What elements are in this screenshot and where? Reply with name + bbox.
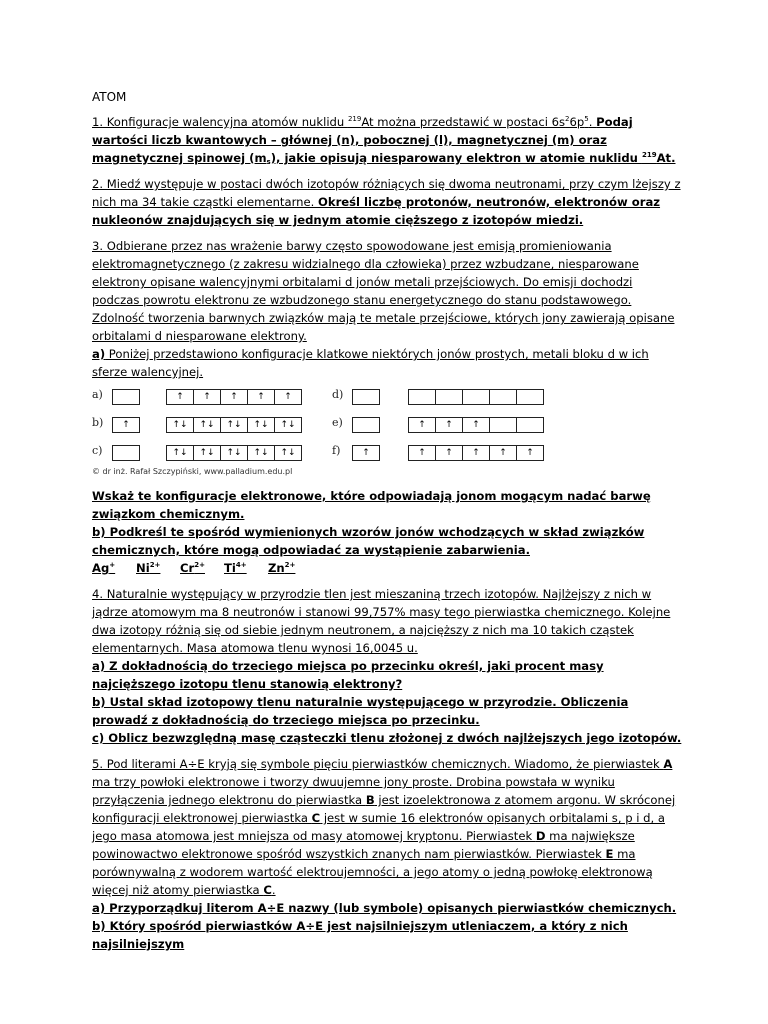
document-title: ATOM: [92, 90, 127, 104]
question-5-intro: 5. Pod literami A÷E kryją się symbole pięciu pierwiastków chemicznych. Wiadomo, że pierwiastek A ma trzy powłoki elektronowe i tworzy dwuujemne jony proste. Drobina powstała w wyniku przyłączenia jednego elektronu do pierwiastka B jest izoelektronowa z atomem argonu. W skróconej konfiguracji elektronowej pierwiastka C jest w sumie 16 elektronów opisanych orbitalami s, p i d, a jego masa atomowa jest mniejsza od masy atomowej kryptonu. Pierwiastek D ma największe powinowactwo elektronowe spośród wszystkich znanych nam pierwiastków. Pierwiastek E ma porównywalną z wodorem wartość elektroujemności, a jego atomy o jedną powłokę elektronową więcej niż atomy pierwiastka C.: [92, 757, 676, 897]
ion-formula: $Cr^{2+}$: [180, 561, 205, 575]
orbital-box: ↑: [408, 445, 436, 461]
orbital-box: ↑: [220, 389, 248, 405]
orbital-box: [408, 389, 436, 405]
orbital-box: ↑: [247, 389, 275, 405]
orbital-box: ↑↓: [166, 417, 194, 433]
orbital-box: ↑: [408, 417, 436, 433]
question-4a: a) Z dokładnością do trzeciego miejsca po przecinku określ, jaki procent masy najcięższego izotopu tlenu stanowią elektrony?: [92, 659, 604, 691]
orbital-box: [112, 389, 140, 405]
question-4b: b) Ustal skład izotopowy tlenu naturalnie występującego w przyrodzie. Obliczenia prowadź z dokładnością do trzeciego miejsca po przecinku.: [92, 695, 629, 727]
orbital-box: ↑↓: [193, 417, 221, 433]
orbital-box: [462, 389, 490, 405]
question-3-intro: 3. Odbierane przez nas wrażenie barwy często spowodowane jest emisją promieniowania elektromagnetycznego (z zakresu widzialnego dla człowieka) przez wzbudzane, niesparowane elektrony opisane walencyjnymi orbitalami d jonów metali przejściowych. Do emisji dochodzi podczas powrotu elektronu ze wzbudzonego stanu energetycznego do stanu podstawowego. Zdolność tworzenia barwnych związków mają te metale przejściowe, których jony zawierają opisane orbitalami d niesparowane elektrony.: [92, 239, 675, 343]
d-orbital-boxes: [408, 417, 544, 433]
orbital-box: ↑: [274, 389, 302, 405]
question-4-intro: 4. Naturalnie występujący w przyrodzie tlen jest mieszaniną trzech izotopów. Najlżejszy z nich w jądrze atomowym ma 8 neutronów i stanowi 99,757% masy tego pierwiastka chemicznego. Kolejne dwa izotopy różnią się od siebie jednym neutronem, a najcięższy z nich ma 10 takich cząstek elementarnych. Masa atomowa tlenu wynosi 16,0045 u.: [92, 587, 671, 655]
orbital-box: ↑↓: [247, 445, 275, 461]
orbital-box: ↑: [516, 445, 544, 461]
orbital-box: [352, 417, 380, 433]
ion-formula: $Ti^{4+}$: [224, 561, 247, 575]
configuration-label: a): [92, 388, 103, 401]
s-orbital-box: [112, 389, 140, 405]
orbital-box: [516, 417, 544, 433]
configuration-label: b): [92, 416, 104, 429]
question-5b: b) Który spośród pierwiastków A÷E jest najsilniejszym utleniaczem, a który z nich najsilniejszym: [92, 919, 628, 951]
orbital-box: ↑↓: [220, 445, 248, 461]
orbital-box: ↑: [112, 417, 140, 433]
s-orbital-box: [352, 445, 380, 461]
orbital-box: ↑↓: [166, 445, 194, 461]
question-3a: a) Poniżej przedstawiono konfiguracje klatkowe niektórych jonów prostych, metali bloku d w ich sferze walencyjnej.: [92, 347, 649, 379]
orbital-box: [489, 417, 517, 433]
orbital-box: ↑: [193, 389, 221, 405]
orbital-box: ↑: [489, 445, 517, 461]
orbital-box: [352, 389, 380, 405]
s-orbital-box: [352, 389, 380, 405]
orbital-box: ↑↓: [220, 417, 248, 433]
question-3-task: Wskaż te konfiguracje elektronowe, które odpowiadają jonom mogącym nadać barwę związkom chemicznym.: [92, 489, 651, 521]
orbital-box: ↑: [435, 445, 463, 461]
ion-list: [92, 559, 682, 577]
configuration-label: f): [332, 444, 341, 457]
figure-credit: © dr inż. Rafał Szczypiński, www.palladium.edu.pl: [92, 467, 293, 476]
orbital-box: ↑: [462, 417, 490, 433]
configuration-label: e): [332, 416, 343, 429]
question-3b: b) Podkreśl te spośród wymienionych wzorów jonów wchodzących w skład związków chemicznych, które mogą odpowiadać za wystąpienie zabarwienia.: [92, 525, 645, 557]
orbital-box: ↑: [352, 445, 380, 461]
question-4c: c) Oblicz bezwzględną masę cząsteczki tlenu złożonej z dwóch najlżejszych jego izotopów.: [92, 731, 682, 745]
orbital-box: ↑↓: [274, 417, 302, 433]
configuration-label: c): [92, 444, 103, 457]
question-2: 2. Miedź występuje w postaci dwóch izotopów różniących się dwoma neutronami, przy czym lżejszy z nich ma 34 takie cząstki elementarne. Określ liczbę protonów, neutronów, elektronów oraz nukleonów znajdujących się w jednym atomie cięższego z izotopów miedzi.: [92, 177, 681, 227]
orbital-box: ↑↓: [274, 445, 302, 461]
d-orbital-boxes: [408, 389, 544, 405]
ion-formula: $Ni^{2+}$: [136, 561, 161, 575]
d-orbital-boxes: [166, 389, 302, 405]
ion-formula: Ag+: [92, 561, 116, 575]
document-page: [92, 88, 682, 953]
s-orbital-box: [112, 445, 140, 461]
orbital-box: [489, 389, 517, 405]
question-1: 1. Konfiguracje walencyjna atomów nuklidu $^{219}$At można przedstawić w postaci $6s^26p^5$. Podaj wartości liczb kwantowych – głównej (n), pobocznej (l), magnetycznej (m) oraz magnetycznej spinowej $(m_s)$, jakie opisują niesparowany elektron w atomie nuklidu $^{219}$At.: [92, 115, 676, 166]
orbital-box: ↑↓: [193, 445, 221, 461]
orbital-box: ↑: [435, 417, 463, 433]
d-orbital-boxes: [408, 445, 544, 461]
d-orbital-boxes: [166, 445, 302, 461]
question-5a: a) Przyporządkuj literom A÷E nazwy (lub symbole) opisanych pierwiastków chemicznych.: [92, 901, 677, 915]
orbital-box: [112, 445, 140, 461]
orbital-box: ↑: [462, 445, 490, 461]
orbital-box: ↑↓: [247, 417, 275, 433]
orbital-box: [435, 389, 463, 405]
ion-formula: $Zn^{2+}$: [268, 561, 296, 575]
orbital-box: ↑: [166, 389, 194, 405]
orbital-box: [516, 389, 544, 405]
d-orbital-boxes: [166, 417, 302, 433]
s-orbital-box: [352, 417, 380, 433]
s-orbital-box: [112, 417, 140, 433]
configuration-label: d): [332, 388, 344, 401]
orbital-configurations-figure: [92, 387, 682, 483]
